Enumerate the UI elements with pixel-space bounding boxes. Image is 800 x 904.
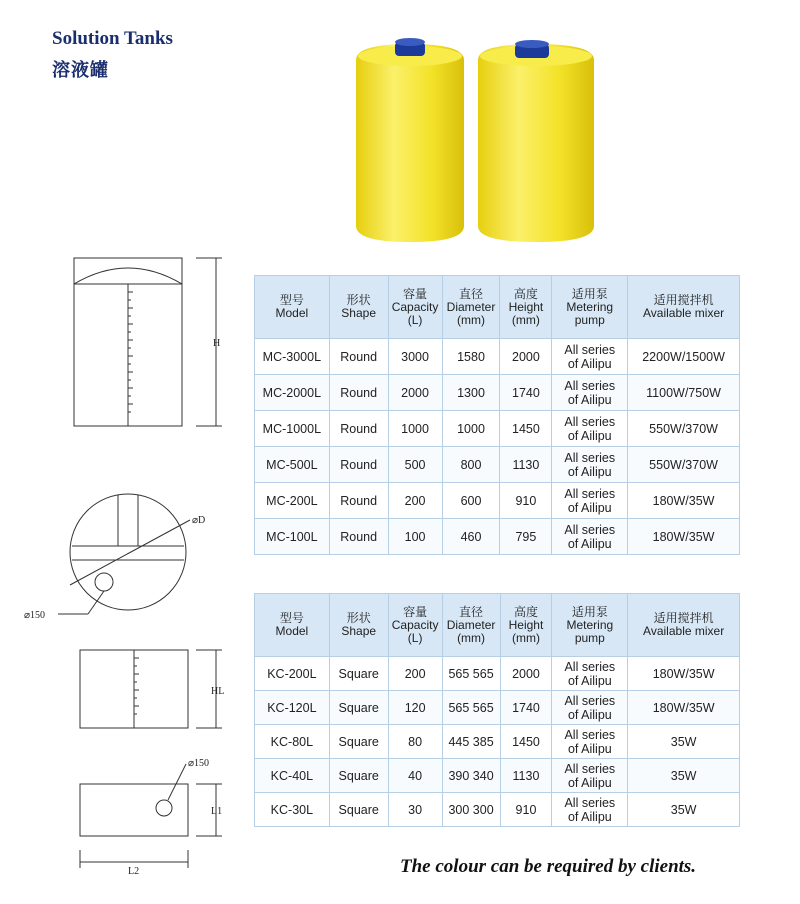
cell-pump [552, 447, 628, 483]
column-header-zh: 适用泵 [571, 286, 608, 301]
cell-mixer: 35W [628, 759, 740, 793]
tank-right [478, 40, 594, 242]
cell-height: 1130 [500, 759, 552, 793]
column-header [552, 594, 628, 657]
column-header-zh: 形状 [346, 611, 371, 625]
cell-pump-line1: All series [564, 450, 616, 465]
cell-shape: Square [329, 657, 388, 691]
cell-capacity: 120 [388, 691, 442, 725]
column-header [500, 594, 552, 657]
column-header [628, 594, 740, 657]
cell-pump-line2: of Ailipu [567, 464, 612, 479]
cell-model: MC-100L [255, 519, 330, 555]
cell-model: MC-200L [255, 483, 330, 519]
cell-height: 910 [500, 793, 552, 827]
cell-pump [552, 375, 628, 411]
cell-shape: Round [329, 447, 388, 483]
column-header-unit: pump [574, 312, 605, 327]
table-row [255, 793, 740, 827]
column-header-en: Metering [566, 299, 614, 314]
column-header-en: Height [508, 617, 544, 632]
cell-pump-line1: All series [564, 659, 616, 674]
column-header [442, 276, 500, 339]
cell-model: MC-500L [255, 447, 330, 483]
cell-diameter: 390 340 [442, 759, 500, 793]
square-table-header [255, 594, 740, 657]
cell-shape: Round [329, 339, 388, 375]
column-header [329, 276, 388, 339]
cell-pump-line1: All series [564, 795, 616, 810]
cell-pump-line2: of Ailipu [567, 536, 612, 551]
table-row [255, 691, 740, 725]
column-header [500, 276, 552, 339]
cell-pump-line2: of Ailipu [567, 775, 612, 790]
column-header-zh: 适用搅拌机 [653, 611, 714, 625]
cell-pump [552, 793, 628, 827]
cell-diameter: 460 [442, 519, 500, 555]
footer-note: The colour can be required by clients. [400, 856, 697, 877]
column-header-en: Available mixer [643, 624, 725, 638]
column-header [255, 594, 330, 657]
cell-pump-line1: All series [564, 378, 616, 393]
cell-pump [552, 691, 628, 725]
cell-capacity: 3000 [388, 339, 442, 375]
cell-pump [552, 519, 628, 555]
column-header [552, 276, 628, 339]
column-header-unit: (L) [407, 312, 423, 327]
cell-height: 1130 [500, 447, 552, 483]
cell-shape: Square [329, 691, 388, 725]
cell-pump-line2: of Ailipu [567, 392, 612, 407]
column-header-zh: 容量 [403, 604, 428, 619]
cell-model: KC-40L [255, 759, 330, 793]
cell-mixer: 550W/370W [628, 447, 740, 483]
cell-height: 1740 [500, 691, 552, 725]
column-header-zh: 直径 [458, 286, 483, 301]
cell-mixer: 2200W/1500W [628, 339, 740, 375]
cell-model: MC-1000L [255, 411, 330, 447]
column-header [388, 594, 442, 657]
cell-pump-line2: of Ailipu [567, 500, 612, 515]
column-header-en: Capacity [391, 617, 439, 632]
cell-pump-line2: of Ailipu [567, 741, 612, 756]
table-row [255, 657, 740, 691]
cell-height: 1450 [500, 411, 552, 447]
cell-model: MC-3000L [255, 339, 330, 375]
cell-capacity: 100 [388, 519, 442, 555]
tank-technical-drawings [0, 0, 250, 904]
cell-height: 1450 [500, 725, 552, 759]
cell-height: 2000 [500, 657, 552, 691]
cell-pump [552, 483, 628, 519]
table-row [255, 411, 740, 447]
label-l1: L1 [211, 806, 223, 817]
label-d150-round: ⌀150 [24, 610, 46, 621]
cell-pump [552, 411, 628, 447]
cell-diameter: 600 [442, 483, 500, 519]
column-header [388, 276, 442, 339]
cell-height: 1740 [500, 375, 552, 411]
cell-height: 795 [500, 519, 552, 555]
cell-capacity: 80 [388, 725, 442, 759]
cell-model: KC-120L [255, 691, 330, 725]
cell-pump-line2: of Ailipu [567, 809, 612, 824]
column-header-en: Metering [566, 617, 614, 632]
cell-diameter: 800 [442, 447, 500, 483]
square-tanks-table [254, 593, 740, 827]
cell-pump-line1: All series [564, 342, 616, 357]
cell-shape: Round [329, 483, 388, 519]
cell-mixer: 35W [628, 725, 740, 759]
cell-pump-line1: All series [564, 522, 616, 537]
column-header-en: Model [275, 306, 309, 320]
cell-pump [552, 657, 628, 691]
cell-pump-line1: All series [564, 727, 616, 742]
cell-diameter: 300 300 [442, 793, 500, 827]
column-header-en: Diameter [446, 617, 496, 632]
column-header-zh: 型号 [279, 293, 304, 307]
cell-shape: Square [329, 793, 388, 827]
page-title-chinese: 溶液罐 [52, 60, 109, 81]
cell-pump-line1: All series [564, 693, 616, 708]
cell-shape: Round [329, 375, 388, 411]
cell-mixer: 180W/35W [628, 483, 740, 519]
column-header-unit: (mm) [511, 312, 540, 327]
column-header [628, 276, 740, 339]
cell-mixer: 180W/35W [628, 519, 740, 555]
cell-mixer: 180W/35W [628, 657, 740, 691]
round-table-header [255, 276, 740, 339]
column-header-en: Shape [341, 306, 376, 320]
column-header-unit: (L) [407, 630, 423, 645]
column-header [442, 594, 500, 657]
cell-capacity: 200 [388, 657, 442, 691]
cell-pump [552, 759, 628, 793]
tank-left [356, 38, 464, 242]
table-row [255, 725, 740, 759]
cell-diameter: 1580 [442, 339, 500, 375]
cell-mixer: 1100W/750W [628, 375, 740, 411]
cell-mixer: 35W [628, 793, 740, 827]
tanks-photo [350, 30, 610, 252]
table-row [255, 759, 740, 793]
cell-pump [552, 339, 628, 375]
cell-capacity: 30 [388, 793, 442, 827]
column-header-zh: 适用搅拌机 [653, 293, 714, 307]
cell-shape: Round [329, 411, 388, 447]
cell-capacity: 2000 [388, 375, 442, 411]
table-row [255, 483, 740, 519]
cell-model: KC-80L [255, 725, 330, 759]
column-header-zh: 直径 [459, 604, 484, 619]
column-header-en: Shape [341, 624, 377, 638]
cell-diameter: 565 565 [442, 657, 500, 691]
cell-diameter: 1000 [442, 411, 500, 447]
label-l2: L2 [128, 866, 140, 877]
cell-shape: Square [329, 725, 388, 759]
label-d: ⌀D [192, 515, 206, 526]
round-tanks-table [254, 275, 740, 555]
cell-pump-line2: of Ailipu [567, 707, 612, 722]
cell-diameter: 445 385 [442, 725, 500, 759]
column-header-zh: 适用泵 [571, 604, 608, 619]
label-h: H [213, 338, 221, 349]
column-header-unit: pump [574, 630, 605, 645]
column-header-unit: (mm) [511, 630, 540, 645]
table-row [255, 447, 740, 483]
round-tank-plan [70, 494, 186, 610]
cell-pump-line2: of Ailipu [567, 428, 612, 443]
label-hl: HL [211, 686, 225, 697]
column-header-zh: 高度 [513, 604, 538, 619]
cell-capacity: 40 [388, 759, 442, 793]
table-row [255, 519, 740, 555]
cell-pump-line1: All series [564, 486, 616, 501]
column-header-en: Diameter [446, 299, 496, 314]
cell-capacity: 500 [388, 447, 442, 483]
cell-pump-line1: All series [564, 761, 616, 776]
column-header-en: Height [508, 299, 544, 314]
cell-capacity: 1000 [388, 411, 442, 447]
column-header-zh: 容量 [403, 286, 428, 301]
cell-model: KC-30L [255, 793, 330, 827]
column-header-zh: 型号 [279, 611, 304, 625]
cell-shape: Square [329, 759, 388, 793]
cell-height: 2000 [500, 339, 552, 375]
cell-diameter: 1300 [442, 375, 500, 411]
cell-mixer: 180W/35W [628, 691, 740, 725]
column-header-en: Model [275, 624, 309, 638]
cell-model: KC-200L [255, 657, 330, 691]
column-header-en: Capacity [391, 299, 439, 314]
table-row [255, 375, 740, 411]
cell-pump-line1: All series [564, 414, 616, 429]
column-header-unit: (mm) [457, 312, 485, 327]
column-header-zh: 高度 [513, 286, 538, 301]
square-table-body [255, 657, 740, 827]
cell-model: MC-2000L [255, 375, 330, 411]
cell-shape: Round [329, 519, 388, 555]
cell-mixer: 550W/370W [628, 411, 740, 447]
cell-height: 910 [500, 483, 552, 519]
page-title: Solution Tanks [52, 28, 173, 49]
cell-pump-line2: of Ailipu [567, 356, 612, 371]
table-row [255, 339, 740, 375]
column-header-en: Available mixer [642, 306, 725, 320]
round-table-body [255, 339, 740, 555]
column-header [255, 276, 330, 339]
label-d150-square: ⌀150 [188, 758, 210, 769]
cell-diameter: 565 565 [442, 691, 500, 725]
cell-pump [552, 725, 628, 759]
cell-capacity: 200 [388, 483, 442, 519]
column-header-zh: 形状 [346, 293, 371, 307]
column-header-unit: (mm) [457, 630, 486, 645]
cell-pump-line2: of Ailipu [567, 673, 612, 688]
column-header [329, 594, 388, 657]
